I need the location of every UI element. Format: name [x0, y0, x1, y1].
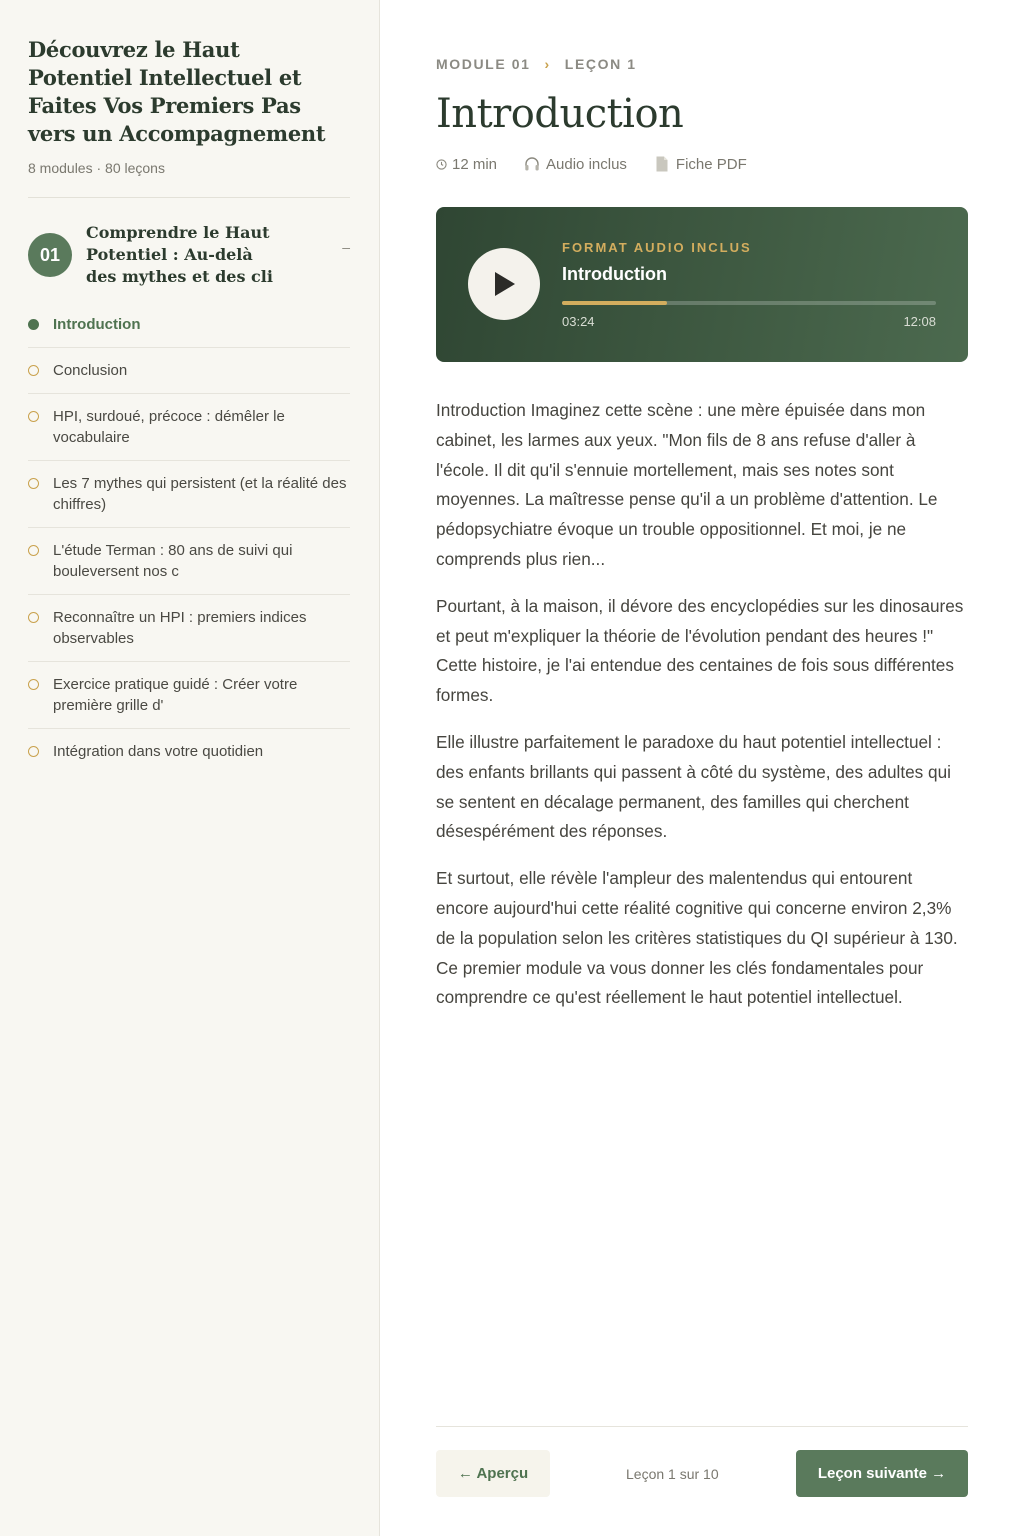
lesson-item[interactable] — [28, 302, 350, 348]
play-icon — [491, 270, 517, 298]
lesson-label: Les 7 mythes qui persistent (et la réalité des chiffres) — [53, 475, 347, 513]
breadcrumb — [436, 56, 968, 72]
audio-progress-bar[interactable] — [562, 301, 936, 305]
lesson-label: Intégration dans votre quotidien — [53, 743, 264, 760]
module-header[interactable] — [28, 222, 350, 288]
sidebar-divider — [28, 197, 350, 198]
lesson-item[interactable] — [28, 394, 350, 461]
lesson-status-icon — [28, 746, 39, 757]
lesson-item[interactable] — [28, 662, 350, 729]
duration-meta — [436, 156, 497, 173]
lesson-label: Introduction — [53, 316, 141, 333]
page-indicator: Leçon 1 sur 10 — [626, 1466, 719, 1482]
audio-title: Introduction — [562, 264, 667, 284]
previous-button[interactable]: ← Aperçu — [436, 1450, 550, 1497]
body-paragraph: Pourtant, à la maison, il dévore des encyclopédies sur les dinosaures et peut m'expliquer la théorie de l'évolution pendant des heures !" Cette histoire, je l'ai entendue des centaines de fois sous différentes formes. — [436, 595, 964, 706]
lesson-status-icon — [28, 478, 39, 489]
lesson-body — [436, 396, 968, 1013]
audio-meta — [523, 155, 627, 173]
lesson-status-icon — [28, 319, 39, 330]
audio-player — [436, 207, 968, 362]
pdf-label[interactable]: Fiche PDF — [675, 155, 747, 173]
document-icon — [653, 155, 671, 173]
lesson-status-icon — [28, 545, 39, 556]
lesson-item[interactable] — [28, 595, 350, 662]
total-time: 12:08 — [903, 314, 936, 329]
lesson-footer — [436, 1426, 968, 1536]
lesson-label: HPI, surdoué, précoce : démêler le vocabulaire — [53, 408, 285, 446]
lesson-content — [436, 0, 968, 1030]
body-paragraph: Et surtout, elle révèle l'ampleur des malentendus qui entourent encore aujourd'hui cette réalité cognitive qui concerne environ 2,3% de la population selon les critères statistiques du QI supérieur à 130. Ce premier module va vous donner les clés fondamentales pour comprendre ce qu'est réellement le haut potentiel intellectuel. — [436, 868, 958, 1008]
lesson-status-icon — [28, 679, 39, 690]
collapse-icon[interactable]: – — [342, 239, 350, 255]
clock-icon — [436, 159, 447, 170]
lesson-list — [28, 302, 350, 774]
body-paragraph: Elle illustre parfaitement le paradoxe du haut potentiel intellectuel : des enfants brillants qui passent à côté du système, des adultes qui se sentent en décalage permanent, des familles qui cherchent désespérément des réponses. — [436, 731, 951, 842]
audio-progress-fill — [562, 301, 667, 305]
course-sidebar — [0, 0, 380, 1536]
lesson-item[interactable] — [28, 461, 350, 528]
audio-label: Audio inclus — [546, 155, 627, 173]
page-title: Introduction — [436, 91, 684, 137]
lesson-label: Conclusion — [53, 362, 128, 379]
breadcrumb-lesson: LEÇON 1 — [564, 56, 637, 72]
chevron-right-icon: › — [544, 56, 551, 72]
body-paragraph: Introduction Imaginez cette scène : une mère épuisée dans mon cabinet, les larmes aux yeux. "Mon fils de 8 ans refuse d'aller à l'école. Il dit qu'il s'ennuie mortellement, mais ses notes sont moyennes. La maîtresse pense qu'il a un problème d'attention. Le pédopsychiatre évoque un trouble oppositionnel. Et moi, je ne comprends plus rien... — [436, 400, 938, 569]
course-meta: 8 modules · 80 leçons — [28, 160, 165, 176]
next-lesson-button[interactable]: Leçon suivante → — [796, 1450, 968, 1497]
lesson-label: Exercice pratique guidé : Créer votre première grille d' — [53, 676, 298, 714]
pdf-meta[interactable] — [653, 155, 747, 173]
lesson-item[interactable] — [28, 729, 350, 774]
lesson-meta — [436, 155, 968, 173]
module-number-badge: 01 — [28, 233, 72, 277]
breadcrumb-module[interactable]: MODULE 01 — [436, 56, 531, 72]
lesson-status-icon — [28, 411, 39, 422]
lesson-item[interactable] — [28, 528, 350, 595]
duration-label: 12 min — [452, 155, 498, 173]
lesson-label: Reconnaître un HPI : premiers indices observables — [53, 609, 307, 647]
lesson-label: L'étude Terman : 80 ans de suivi qui bouleversent nos c — [53, 542, 293, 580]
current-time: 03:24 — [562, 314, 595, 329]
lesson-item[interactable] — [28, 348, 350, 394]
module-title: Comprendre le Haut Potentiel : Au-delà des mythes et des cli — [86, 223, 273, 286]
lesson-status-icon — [28, 612, 39, 623]
play-button[interactable] — [468, 248, 540, 320]
course-title: Découvrez le Haut Potentiel Intellectuel et Faites Vos Premiers Pas vers un Accompagnement — [28, 37, 326, 146]
lesson-status-icon — [28, 365, 39, 376]
audio-kicker: FORMAT AUDIO INCLUS — [562, 240, 752, 255]
headphones-icon — [523, 155, 541, 173]
